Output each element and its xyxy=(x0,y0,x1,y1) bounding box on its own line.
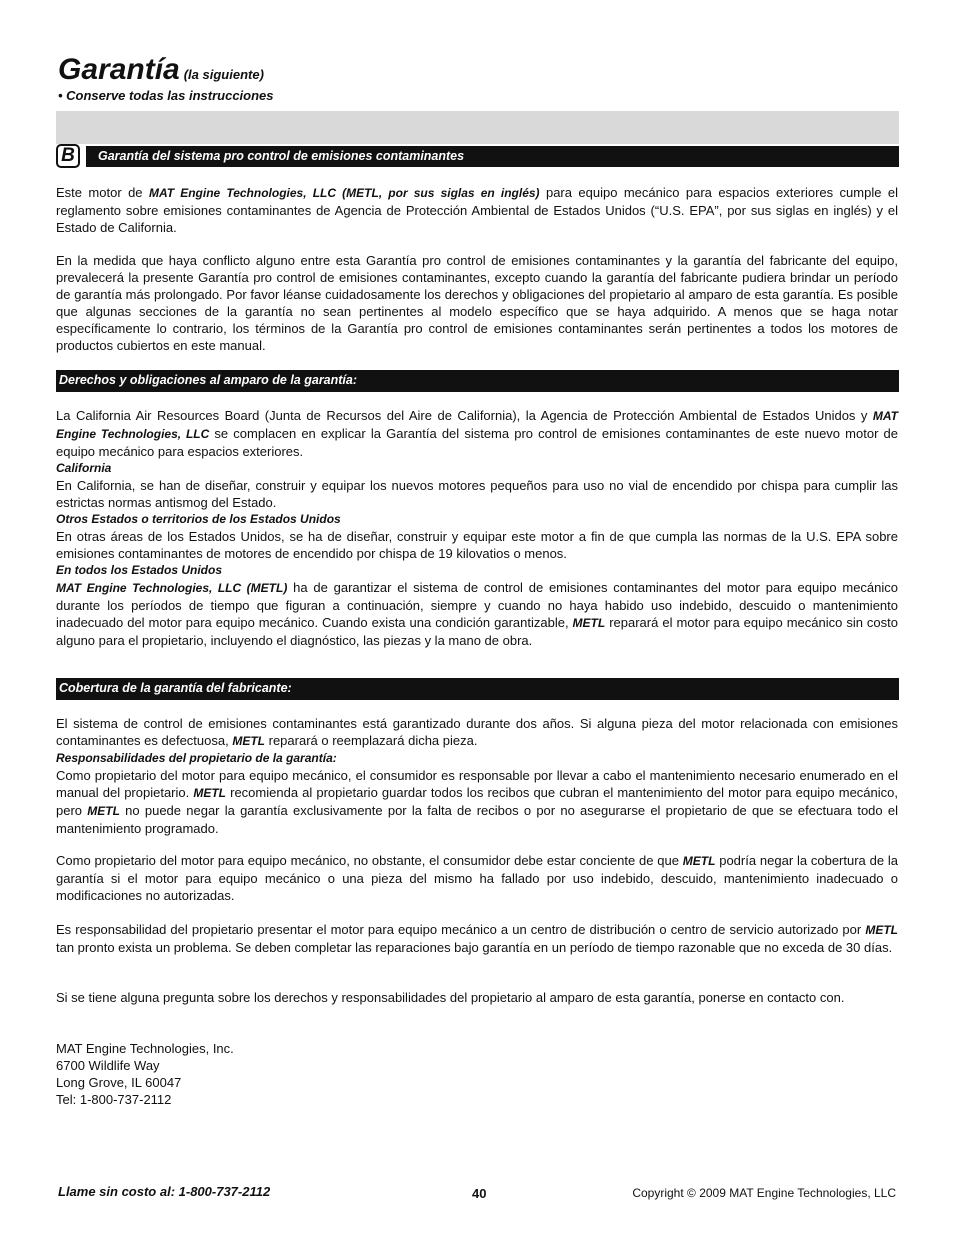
coverage-heading: Cobertura de la garantía del fabricante: xyxy=(56,678,899,700)
footer-phone: Llame sin costo al: 1-800-737-2112 xyxy=(58,1184,271,1199)
responsibilities-heading: Responsabilidades del propietario de la garantía: xyxy=(56,751,337,765)
coverage-paragraph-4: Es responsabilidad del propietario presentar el motor para equipo mecánico a un centro de distribución o centro de servicio autorizado por METL tan pronto exista un problema. Se deben completar las reparaciones bajo garantía en un período de tiempo razonable que no exceda de 30 días. xyxy=(56,922,898,955)
section-b-paragraph-1: Este motor de MAT Engine Technologies, LLC (METL, por sus siglas en inglés) para equipo mecánico para espacios exteriores cumple el reglamento sobre emisiones contaminantes de Agencia de Protección Ambiental de Estados Unidos (“U.S. EPA”, por sus siglas en inglés) y el Estado de California. xyxy=(56,185,898,235)
section-letter-badge: B xyxy=(56,144,80,168)
page-subtitle: • Conserve todas las instrucciones xyxy=(58,88,274,103)
gray-banner xyxy=(56,111,899,144)
todos-heading: En todos los Estados Unidos xyxy=(56,563,223,577)
contact-address xyxy=(56,1040,234,1108)
coverage-paragraph-1: El sistema de control de emisiones contaminantes está garantizado durante dos años. Si alguna pieza del motor relacionada con emisiones contaminantes es defectuosa, METL reparará o reemplazará dicha pieza. Responsabilidades del propietario de la garantía: Como propietario del motor para equipo mecánico, el consumidor es responsable por llevar a cabo el mantenimiento necesario enumerado en el manual del propietario. METL recomienda al propietario guardar todos los recibos que cubran el mantenimiento del motor para equipo mecánico, pero METL no puede negar la garantía exclusivamente por la falta de recibos o por no asegurarse el propietario de que se efectuara todo el mantenimiento programado. xyxy=(56,716,899,836)
section-b-paragraph-2: En la medida que haya conflicto alguno entre esta Garantía pro control de emisiones contaminantes y la garantía del fabricante del equipo, prevalecerá la presente Garantía pro control de emisiones contaminantes, excepto cuando la garantía del fabricante pudiera brindar un período de garantía más prolongado. Por favor léanse cuidadosamente los derechos y obligaciones del propietario al amparo de esta garantía. Es posible que algunas secciones de la garantía no sean pertinentes al modelo específico que se haya adquirido. A menos que se haga notar específicamente lo contrario, los términos de la Garantía pro control de emisiones contaminantes serán pertinentes a todos los motores de productos cubiertos en este manual. xyxy=(56,253,898,353)
rights-body: La California Air Resources Board (Junta de Recursos del Aire de California), la Agencia de Protección Ambiental de Estados Unidos y MAT Engine Technologies, LLC se complacen en explicar la Garantía del sistema pro control de emisiones contaminantes de este nuevo motor de equipo mecánico para espacios exteriores. California En California, se han de diseñar, construir y equipar los nuevos motores pequeños para uso no vial de encendido por chispa para cumplir las estrictas normas antismog del Estado. Otros Estados o territorios de los Estados Unidos En otras áreas de los Estados Unidos, se ha de diseñar, construir y equipar este motor a fin de que cumpla las normas de la U.S. EPA sobre emisiones contaminantes de motores de encendido por chispa de 19 kilovatios o menos. En todos los Estados Unidos MAT Engine Technologies, LLC (METL) ha de garantizar el sistema de control de emisiones contaminantes del motor para equipo mecánico durante los períodos de tiempo que figuran a continuación, siempre y cuando no haya habido uso indebido, descuido o mantenimiento inadecuado del motor para equipo mecánico. Cuando exista una condición garantizable, METL reparará el motor para equipo mecánico sin costo alguno para el propietario, incluyendo el diagnóstico, las piezas y la mano de obra. xyxy=(56,408,898,648)
section-b-heading: Garantía del sistema pro control de emisiones contaminantes xyxy=(86,146,899,167)
coverage-paragraph-3: Como propietario del motor para equipo mecánico, no obstante, el consumidor debe estar conciente de que METL podría negar la cobertura de la garantía si el motor para equipo mecánico o una pieza del mismo ha fallado por uso indebido, descuido, mantenimiento inadecuado o modificaciones no autorizadas. xyxy=(56,853,898,903)
address-street: 6700 Wildlife Way xyxy=(56,1058,160,1073)
page-number: 40 xyxy=(472,1186,487,1201)
footer-copyright: Copyright © 2009 MAT Engine Technologies, LLC xyxy=(632,1186,896,1200)
title-suffix: (la siguiente) xyxy=(183,67,264,82)
coverage-paragraph-5: Si se tiene alguna pregunta sobre los derechos y responsabilidades del propietario al amparo de esta garantía, ponerse en contacto con. xyxy=(56,990,845,1005)
otros-heading: Otros Estados o territorios de los Estados Unidos xyxy=(56,512,341,526)
address-phone: Tel: 1-800-737-2112 xyxy=(56,1092,172,1107)
rights-heading: Derechos y obligaciones al amparo de la garantía: xyxy=(56,370,899,392)
california-heading: California xyxy=(56,461,112,475)
address-city: Long Grove, IL 60047 xyxy=(56,1075,182,1090)
title-text: Garantía xyxy=(58,53,180,86)
address-company: MAT Engine Technologies, Inc. xyxy=(56,1041,234,1056)
